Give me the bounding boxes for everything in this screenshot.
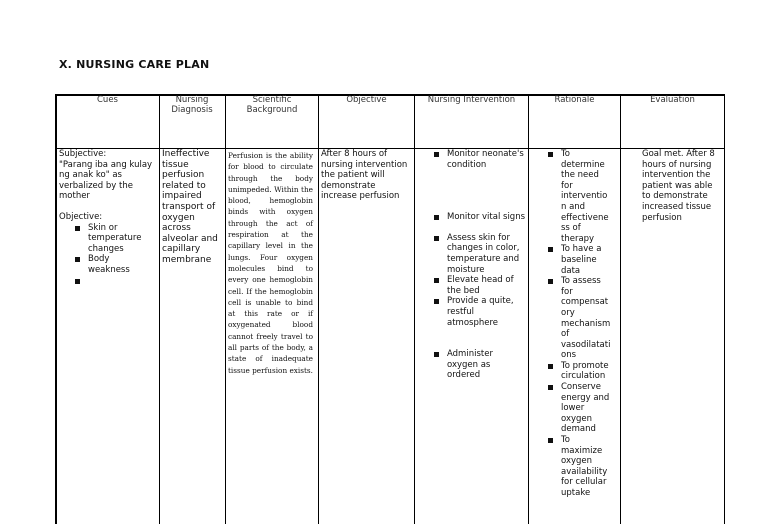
list-item: Administer oxygen as ordered <box>433 349 525 381</box>
list-item: To maximize oxygen availability for cellular uptake <box>547 435 613 499</box>
page-title: X. NURSING CARE PLAN <box>59 58 210 71</box>
list-item: Elevate head of the bed <box>433 275 525 296</box>
subjective-text: "Parang iba ang kulay ng anak ko" as verbalized by the mother <box>59 159 153 202</box>
objective-cues-list <box>74 223 157 276</box>
list-item: To have a baseline data <box>547 244 613 276</box>
list-item: Conserve energy and lower oxygen demand <box>547 382 613 435</box>
table-left-border <box>55 94 57 524</box>
objective-text: After 8 hours of nursing intervention the patient will demonstrate increase perfusion <box>321 149 408 202</box>
column-divider <box>620 94 621 524</box>
rationale-list <box>547 149 613 499</box>
subjective-label: Subjective: <box>59 149 107 159</box>
column-divider <box>414 94 415 524</box>
header-cues: Cues <box>97 95 118 105</box>
header-nursing-intervention: Nursing Intervention <box>427 95 516 105</box>
list-item: To promote circulation <box>547 361 613 382</box>
header-evaluation: Evaluation <box>650 95 695 105</box>
objective-label: Objective: <box>59 211 103 222</box>
intervention-list <box>433 149 525 381</box>
column-divider <box>528 94 529 524</box>
column-divider <box>159 94 160 524</box>
list-item: To determine the need for interventio n and effectivene ss of therapy <box>547 149 613 244</box>
cues-cell <box>59 149 157 276</box>
scientific-background-text: Perfusion is the ability for blood to circulate through the body unimpeded. Within the blood, hemoglobin binds with oxygen through the act of respiration at the capillary level in the lungs. Four oxygen molecules bind to every one hemoglobin cell. If the hemoglobin cell is unable to bind at this rate or if oxygenated blood cannot freely travel to all parts of the body, a state of inadequate tissue perfusion exists. <box>228 151 313 375</box>
header-objective: Objective <box>346 95 387 105</box>
header-rationale: Rationale <box>554 95 595 105</box>
table-right-border <box>724 94 725 524</box>
diagnosis-text: Ineffective tissue perfusion related to impaired transport of oxygen across alveolar and capillary membrane <box>162 149 218 265</box>
evaluation-text: Goal met. After 8 hours of nursing intervention the patient was able to demonstrate increased tissue perfusion <box>642 149 715 223</box>
list-item: Monitor vital signs <box>433 212 525 223</box>
column-divider <box>225 94 226 524</box>
list-item: Provide a quite, restful atmosphere <box>433 296 525 328</box>
list-item: Body weakness <box>74 254 153 275</box>
list-item: Skin or temperature changes <box>74 223 153 255</box>
list-item: Monitor neonate's condition <box>433 149 525 170</box>
header-scientific-background: Scientific Background <box>246 95 298 115</box>
list-item: Assess skin for changes in color, temperature and moisture <box>433 233 525 275</box>
list-item: To assess for compensat ory mechanism of vasodilatati ons <box>547 276 613 361</box>
nursing-care-plan-table <box>55 94 725 524</box>
header-nursing-diagnosis: Nursing Diagnosis <box>171 95 213 115</box>
column-divider <box>318 94 319 524</box>
